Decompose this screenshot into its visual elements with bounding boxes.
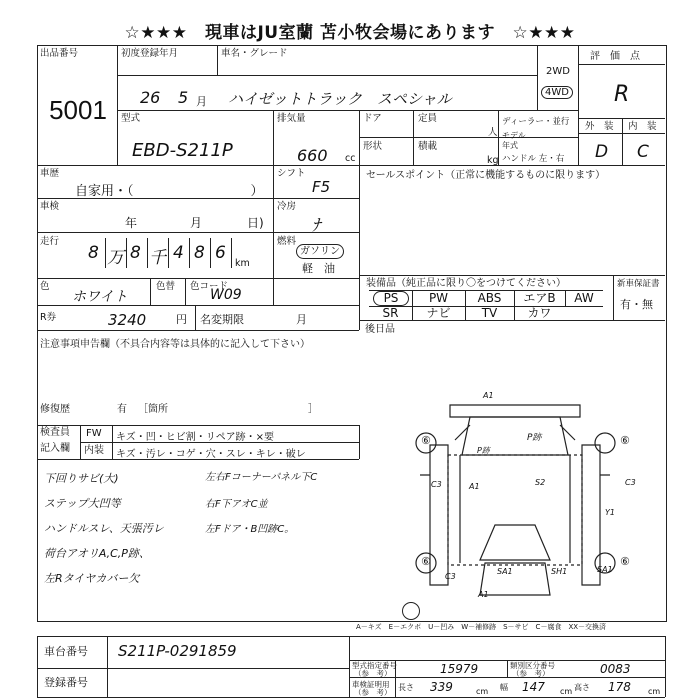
drive-2wd: 2WD [546,66,570,77]
mileage-digit-3: 8 [130,243,141,263]
equip-sr[interactable]: SR [382,306,399,320]
mileage-digit-6: 8 [194,243,205,263]
ac-value: ﾅ [312,216,321,236]
header-banner: ☆★★★ 現車はJU室蘭 苫小牧会場にあります ☆★★★ [124,23,576,43]
equip-leather[interactable]: カワ [527,306,552,320]
recycle-value: 3240 [108,311,147,329]
lot-number: 5001 [49,95,107,125]
recycle-label: R券 [40,312,57,323]
width-value: 147 [522,680,545,694]
length-value: 339 [430,680,453,694]
inspector-label-1: 検査員 [40,427,70,438]
recycle-unit: 円 [176,313,187,326]
grade-value: R [614,82,630,107]
notes-label: 注意事項申告欄（不具合内容等は具体的に記入して下さい） [40,339,310,350]
first-reg-month-unit: 月 [196,95,207,108]
first-reg-label: 初度登録年月 [121,48,179,59]
inspection-year-unit: 年 [125,216,138,230]
color-code-value: W09 [210,287,242,303]
model-label: 型式 [121,113,141,124]
lot-label: 出品番号 [40,48,79,59]
mileage-boxes [85,238,233,268]
shape-label: 形状 [363,141,383,152]
interior-value: C [637,142,649,162]
diag-mark-c3-left: C3 [431,480,442,489]
diag-mark-a1-left: A1 [469,482,480,491]
mileage-digit-5: 4 [173,243,184,263]
warranty-value: 有・無 [620,298,653,311]
mileage-digit-1: 8 [88,243,99,263]
car-name-value: ハイゼットトラック スペシャル [228,90,452,108]
inspector-row2: キズ・汚レ・コゲ・穴・スレ・キレ・破レ [116,449,306,460]
note-line-2: ステップ大凹等 [44,497,121,510]
history-label: 車歴 [40,168,60,179]
first-reg-month: 5 [178,88,189,107]
type-cert-ref: （参 考） [354,669,392,678]
note-line-3: ハンドルスレ、天張汚レ [44,522,164,535]
displacement-label: 排気量 [277,113,306,124]
type-cert-label: 型式指定番号 [352,661,397,670]
diag-mark-sa1-right: SA1 [597,565,613,574]
spare-tire-icon [402,602,420,620]
class-ref: （参 考） [512,669,550,678]
color-label: 色 [40,281,50,292]
capacity-label: 定員 [418,113,438,124]
ac-label: 冷房 [277,201,297,212]
doors-label: ドア [363,113,382,124]
dealer-label: ディーラー・並行 [502,117,570,127]
diag-mark-a1-rear: A1 [478,590,489,599]
displacement-value: 660 [297,146,328,165]
note-line-6: 左右Fコーナーパネル下C [205,472,318,483]
diag-mark-p-left: P跡 [477,446,490,455]
inspection-month-unit: 月 [190,216,203,230]
width-cm: cm [560,687,573,696]
post-install-label: 後日品 [365,324,395,335]
chassis-label: 車台番号 [44,645,88,658]
repair-label: 修復歴 [40,404,70,415]
inspector-fw: FW [86,428,102,439]
fuel-label: 燃料 [277,236,297,247]
note-line-7: 右F下アオC並 [205,499,268,510]
first-reg-year: 26 [140,88,161,107]
height-label: 高さ [574,683,590,692]
damage-legend: A－キズ E－エクボ U－凹み W－補修跡 S－サビ C－腐食 XX－交換済 [356,623,607,631]
history-value: 自家用・（ ） [75,184,264,199]
note-line-5: 左Rタイヤカバー欠 [44,572,140,585]
sales-point-label: セールスポイント（正常に機能するものに限ります） [366,170,606,181]
fuel-gas[interactable]: ガソリン [296,244,344,259]
equip-aw[interactable]: AW [574,291,594,305]
repair-value: 有 [117,404,127,415]
diag-wheel-fl: ⑥ [421,434,431,447]
color-value: ホワイト [72,289,128,305]
mileage-digit-4: 千 [149,248,166,268]
length-cm: cm [476,687,489,696]
diag-wheel-rl: ⑥ [421,555,431,568]
fuel-diesel: 軽 油 [302,262,335,275]
inspector-nai: 内装 [84,445,104,456]
mileage-digit-7: 6 [215,243,226,263]
equip-airbag[interactable]: エアB [523,291,556,305]
type-cert-value: 15979 [440,662,479,676]
name-change-month-unit: 月 [296,313,307,326]
inspector-row1: キズ・凹・ヒビ割・リペア跡・×要 [116,432,274,443]
equip-navi[interactable]: ナビ [426,306,451,320]
diag-mark-sa1-left: SA1 [497,567,513,576]
interior-label: 内 装 [628,121,657,132]
inspection-day-unit: 日) [247,216,264,230]
equip-abs[interactable]: ABS [477,291,502,305]
repair-place: ［箇所 ］ [138,404,318,415]
equipment-label: 装備品（純正品に限り〇をつけてください） [366,278,566,289]
length-label: 長さ [398,683,414,692]
color-change-label: 色替 [156,281,176,292]
diag-mark-c3-rear: C3 [445,572,456,581]
vehicle-cert-label: 車検証明用 [352,680,390,689]
drive-4wd[interactable]: 4WD [541,86,573,99]
load-unit: kg [487,155,499,166]
vehicle-damage-diagram [400,385,660,625]
diag-mark-p-front: P跡 [527,433,542,443]
class-value: 0083 [600,662,631,676]
chassis-value: S211P-0291859 [118,642,237,660]
width-label: 幅 [500,683,508,692]
capacity-unit: 人 [488,127,498,138]
car-name-label: 車名・グレード [221,48,288,59]
mileage-digit-2: 万 [107,248,124,268]
note-line-1: 下回りサビ(大) [44,472,119,485]
diag-mark-sh1: SH1 [551,567,568,576]
color-code-label: 色コード [190,281,229,292]
diag-wheel-fr: ⑥ [620,434,630,447]
diag-wheel-rr: ⑥ [620,555,630,568]
name-change-label: 名変期限 [200,313,244,326]
model-year-label2: 年式 [502,141,518,150]
grade-label: 評 価 点 [590,51,640,62]
height-cm: cm [648,687,661,696]
equip-pw[interactable]: PW [428,291,449,305]
equipment-grid [369,290,603,321]
height-value: 178 [608,680,631,694]
model-value: EBD-S211P [132,140,233,161]
inspection-label: 車検 [40,201,60,212]
displacement-unit: cc [345,153,356,164]
diag-mark-c3-right: C3 [625,478,636,487]
mileage-label: 走行 [40,236,60,247]
class-label: 類別区分番号 [510,661,555,670]
diag-mark-y1: Y1 [605,508,615,517]
equip-ps[interactable]: PS [373,291,409,306]
load-label: 積載 [418,141,438,152]
note-line-4: 荷台アオリA,C,P跡、 [44,547,150,560]
mileage-unit: km [235,258,250,269]
inspector-label-2: 記入欄 [40,443,70,454]
exterior-label: 外 装 [585,121,614,132]
diag-mark-s2: S2 [535,478,546,487]
registration-label: 登録番号 [44,676,88,689]
diag-mark-a1-front: A1 [483,391,494,400]
exterior-value: D [595,142,609,162]
shift-label: シフト [277,168,306,179]
note-line-8: 左Fドア・B凹跡C。 [205,524,295,535]
shift-value: F5 [312,178,331,196]
model-year-label1: モデル [502,131,526,140]
handle-label: ハンドル 左・右 [502,154,565,164]
equip-tv[interactable]: TV [481,306,498,320]
vehicle-cert-ref: （参 考） [354,688,392,697]
warranty-label: 新車保証書 [617,279,660,289]
